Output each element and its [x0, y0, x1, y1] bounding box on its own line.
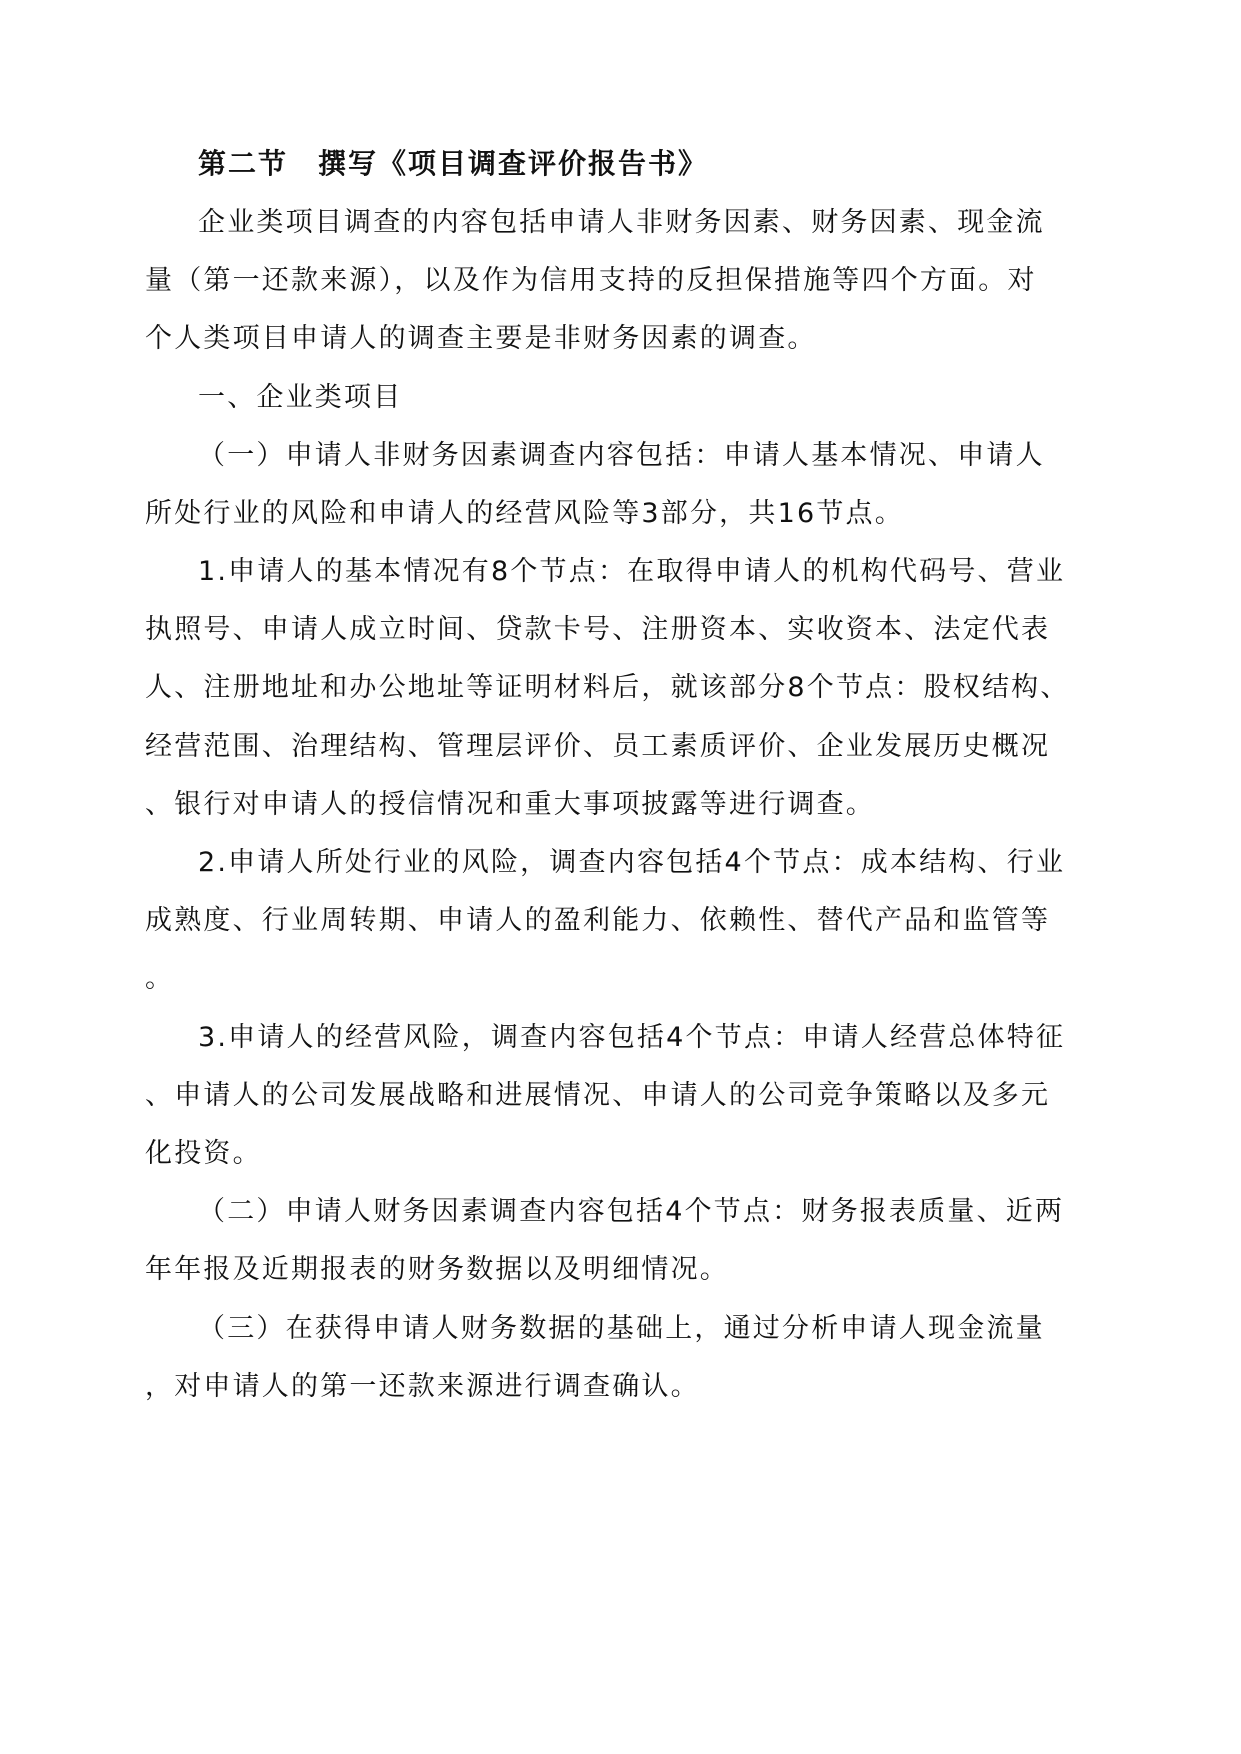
paragraph-line: 化投资。 — [145, 1138, 262, 1169]
section-heading: 一、企业类项目 — [198, 382, 403, 413]
section-title: 第二节 撰写《项目调查评价报告书》 — [198, 147, 709, 180]
paragraph-line: 2.申请人所处行业的风险，调查内容包括4个节点：成本结构、行业 — [198, 847, 1066, 878]
paragraph-line: 量（第一还款来源），以及作为信用支持的反担保措施等四个方面。对 — [145, 265, 1037, 296]
paragraph-line: ，对申请人的第一还款来源进行调查确认。 — [145, 1371, 700, 1402]
paragraph-line: 所处行业的风险和申请人的经营风险等3部分，共16节点。 — [145, 498, 904, 529]
paragraph-line: 1.申请人的基本情况有8个节点：在取得申请人的机构代码号、营业 — [198, 556, 1066, 587]
paragraph-line: 个人类项目申请人的调查主要是非财务因素的调查。 — [145, 323, 817, 354]
paragraph-line: （二）申请人财务因素调查内容包括4个节点：财务报表质量、近两 — [198, 1196, 1065, 1227]
paragraph-line: （三）在获得申请人财务数据的基础上，通过分析申请人现金流量 — [198, 1313, 1045, 1344]
paragraph-line: 。 — [145, 963, 175, 994]
paragraph-line: 、申请人的公司发展战略和进展情况、申请人的公司竞争策略以及多元 — [145, 1080, 1051, 1111]
paragraph-line: 、银行对申请人的授信情况和重大事项披露等进行调查。 — [145, 789, 875, 820]
paragraph-line: 经营范围、治理结构、管理层评价、员工素质评价、企业发展历史概况 — [145, 731, 1051, 762]
paragraph-line: 执照号、申请人成立时间、贷款卡号、注册资本、实收资本、法定代表 — [145, 614, 1051, 645]
paragraph-line: 3.申请人的经营风险，调查内容包括4个节点：申请人经营总体特征 — [198, 1022, 1066, 1053]
paragraph-line: （一）申请人非财务因素调查内容包括：申请人基本情况、申请人 — [198, 440, 1045, 471]
paragraph-line: 成熟度、行业周转期、申请人的盈利能力、依赖性、替代产品和监管等 — [145, 905, 1051, 936]
paragraph-line: 年年报及近期报表的财务数据以及明细情况。 — [145, 1254, 729, 1285]
paragraph-line: 人、注册地址和办公地址等证明材料后，就该部分8个节点：股权结构、 — [145, 672, 1070, 703]
paragraph-line: 企业类项目调查的内容包括申请人非财务因素、财务因素、现金流 — [198, 207, 1045, 238]
